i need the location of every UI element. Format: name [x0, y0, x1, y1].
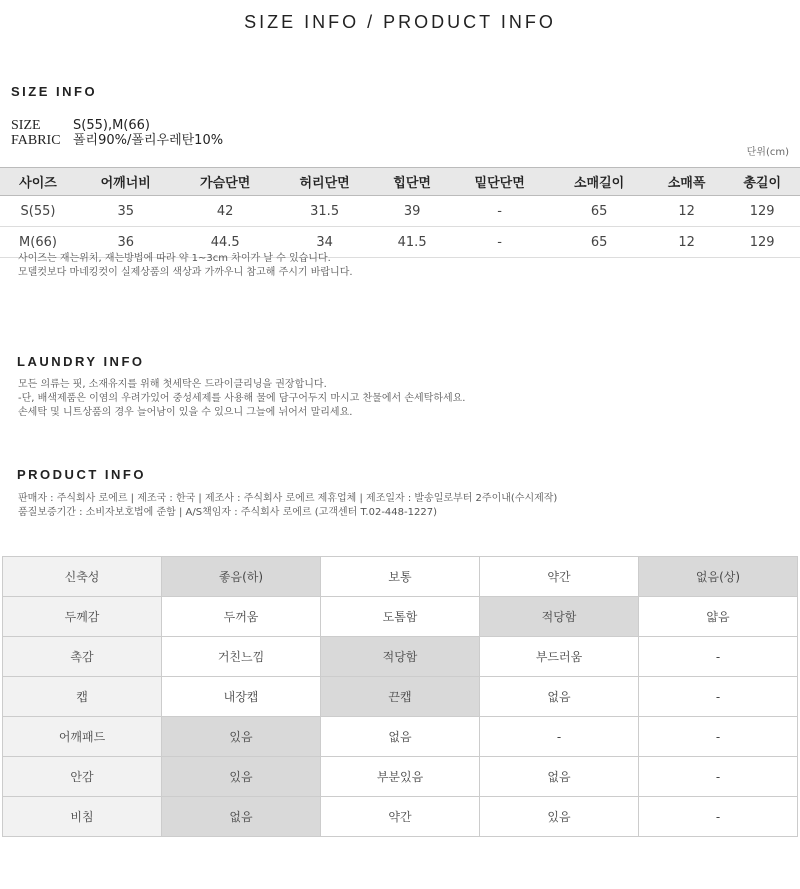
property-option: 거친느낌	[162, 637, 321, 677]
property-option: 부분있음	[321, 757, 480, 797]
property-option: 두꺼움	[162, 597, 321, 637]
size-col-header: 사이즈	[0, 168, 76, 196]
size-table-header	[0, 168, 800, 196]
property-option: 도톰함	[321, 597, 480, 637]
size-col-header: 소매길이	[549, 168, 648, 196]
size-notes	[18, 252, 353, 280]
property-option: 좋음(하)	[162, 557, 321, 597]
size-col-header: 가슴단면	[175, 168, 274, 196]
size-cell: S(55)	[0, 196, 76, 227]
laundry-text	[18, 378, 465, 420]
property-option: 없음	[321, 717, 480, 757]
property-label: 두께감	[3, 597, 162, 637]
size-cell: 129	[724, 196, 800, 227]
laundry-line: 손세탁 및 니트상품의 경우 늘어남이 있을 수 있으니 그늘에 뉘어서 말리세요.	[18, 407, 353, 418]
property-label: 촉감	[3, 637, 162, 677]
property-option: 있음	[480, 797, 639, 837]
laundry-line: 모든 의류는 핏, 소재유지를 위해 첫세탁은 드라이클리닝을 권장합니다.	[18, 379, 327, 390]
property-row	[3, 717, 798, 757]
size-col-header: 밑단단면	[450, 168, 549, 196]
property-option: -	[639, 717, 798, 757]
size-cell: 36	[76, 227, 175, 258]
property-option: 약간	[480, 557, 639, 597]
size-col-header: 어깨너비	[76, 168, 175, 196]
size-table	[0, 167, 800, 258]
size-cell: M(66)	[0, 227, 76, 258]
property-row	[3, 557, 798, 597]
page-title: SIZE INFO / PRODUCT INFO	[244, 12, 556, 32]
size-row	[0, 196, 800, 227]
product-info-heading: PRODUCT INFO	[17, 467, 146, 482]
laundry-line: -단, 배색제품은 이염의 우려가있어 중성세제를 사용해 물에 담구어두지 마시고 찬물에서 손세탁하세요.	[18, 393, 466, 404]
property-option: -	[639, 757, 798, 797]
size-cell: 41.5	[374, 227, 450, 258]
property-row	[3, 757, 798, 797]
property-option: 약간	[321, 797, 480, 837]
fabric-key: FABRIC	[11, 133, 61, 148]
property-option: 없음(상)	[639, 557, 798, 597]
property-option: 보통	[321, 557, 480, 597]
size-cell: 35	[76, 196, 175, 227]
size-col-header: 소매폭	[649, 168, 725, 196]
property-option: 얇음	[639, 597, 798, 637]
size-key: SIZE	[11, 118, 41, 133]
property-option: 내장캡	[162, 677, 321, 717]
unit-label: 단위(cm)	[746, 147, 789, 158]
product-line: 판매자 : 주식회사 로에르 | 제조국 : 한국 | 제조사 : 주식회사 로에르 제휴업체 | 제조일자 : 발송일로부터 2주이내(수시제작)	[18, 493, 558, 504]
property-row	[3, 597, 798, 637]
property-option: 적당함	[480, 597, 639, 637]
property-label: 캡	[3, 677, 162, 717]
property-row	[3, 797, 798, 837]
laundry-info-heading: LAUNDRY INFO	[17, 354, 145, 369]
product-text	[18, 492, 557, 520]
property-option: 끈캡	[321, 677, 480, 717]
size-cell: 39	[374, 196, 450, 227]
property-label: 비침	[3, 797, 162, 837]
size-cell: 12	[649, 227, 725, 258]
size-value: S(55),M(66)	[73, 118, 150, 133]
size-info-heading: SIZE INFO	[11, 84, 98, 99]
property-row	[3, 637, 798, 677]
property-option: 없음	[480, 677, 639, 717]
property-option: 없음	[162, 797, 321, 837]
size-fabric-block	[11, 118, 223, 148]
size-cell: 42	[175, 196, 274, 227]
size-cell: -	[450, 227, 549, 258]
property-label: 신축성	[3, 557, 162, 597]
property-option: 있음	[162, 717, 321, 757]
property-label: 어깨패드	[3, 717, 162, 757]
property-option: -	[639, 677, 798, 717]
size-cell: 31.5	[275, 196, 374, 227]
size-cell: 65	[549, 227, 648, 258]
size-col-header: 총길이	[724, 168, 800, 196]
property-label: 안감	[3, 757, 162, 797]
size-cell: 129	[724, 227, 800, 258]
property-option: 부드러움	[480, 637, 639, 677]
size-cell: 44.5	[175, 227, 274, 258]
size-col-header: 허리단면	[275, 168, 374, 196]
size-note: 모델컷보다 마네킹컷이 실제상품의 색상과 가까우니 참고해 주시기 바랍니다.	[18, 267, 353, 278]
size-cell: -	[450, 196, 549, 227]
size-cell: 65	[549, 196, 648, 227]
property-option: -	[639, 637, 798, 677]
property-option: 적당함	[321, 637, 480, 677]
property-option: 있음	[162, 757, 321, 797]
property-row	[3, 677, 798, 717]
property-table	[2, 556, 798, 837]
property-option: -	[639, 797, 798, 837]
size-col-header: 힙단면	[374, 168, 450, 196]
size-note: 사이즈는 재는위치, 재는방법에 따라 약 1~3cm 차이가 날 수 있습니다.	[18, 253, 331, 264]
fabric-value: 폴리90%/폴리우레탄10%	[73, 133, 224, 148]
size-cell: 12	[649, 196, 725, 227]
size-cell: 34	[275, 227, 374, 258]
product-line: 품질보증기간 : 소비자보호법에 준함 | A/S책임자 : 주식회사 로에르 (고객센터 T.02-448-1227)	[18, 507, 437, 518]
property-option: -	[480, 717, 639, 757]
property-option: 없음	[480, 757, 639, 797]
